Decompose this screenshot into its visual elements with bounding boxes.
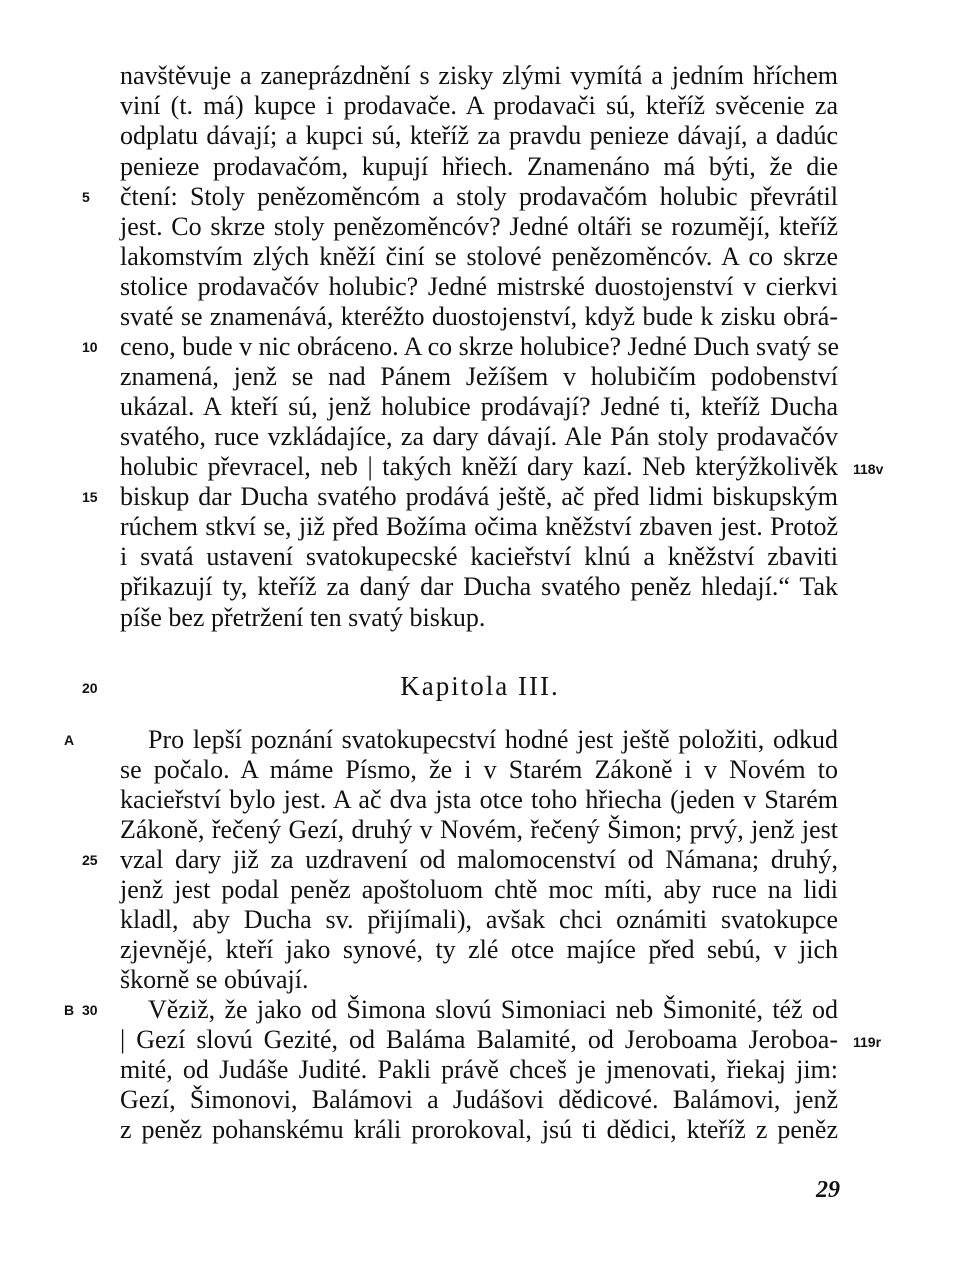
text-line: kladl, aby Ducha sv. přijímali), avšak chci oznámiti svatokupce [120, 905, 838, 934]
folio-marker: 119r [853, 1034, 882, 1050]
text-line: viní (t. má) kupce i prodavače. A prodavači sú, kteříž svěcenie za [120, 91, 838, 120]
text-line: jenž jest podal peněz apoštoluom chtě moc míti, aby ruce na lidi [120, 875, 838, 904]
line-number: 15 [82, 489, 98, 505]
line-number: 5 [82, 189, 90, 205]
text-line: lakomstvím zlých kněží činí se stolové penězoměncóv. A co skrze [120, 242, 838, 271]
text-line: vzal dary již za uzdravení od malomocenství od Námana; druhý, [120, 845, 838, 874]
line-number: 25 [82, 852, 98, 868]
text-line: jest. Co skrze stoly penězoměncóv? Jedné oltáři se rozumějí, kteříž [120, 212, 838, 241]
text-line: čtení: Stoly penězoměncóm a stoly prodavačóm holubic převrátil [120, 182, 838, 211]
text-line: svaté se znamenává, kteréžto duostojenství, když bude k zisku obrá- [120, 302, 838, 331]
text-line: biskup dar Ducha svatého prodává ještě, ač před lidmi biskupským [120, 482, 838, 511]
text-line: | Gezí slovú Gezité, od Baláma Balamité, od Jeroboama Jeroboa- [120, 1025, 838, 1054]
text-line: se počalo. A máme Písmo, že i v Starém Zákoně i v Novém to [120, 755, 838, 784]
text-line: škorně se obúvají. [120, 965, 309, 994]
section-letter: B [64, 1002, 75, 1018]
folio-marker: 118v [853, 461, 884, 477]
text-line: Gezí, Šimonovi, Balámovi a Judášovi dědicové. Balámovi, jenž [120, 1085, 838, 1114]
page-number: 29 [816, 1177, 840, 1203]
text-line: kacieřství bylo jest. A ač dva jsta otce toho hřiecha (jeden v Starém [120, 785, 838, 814]
text-line: penieze prodavačóm, kupují hřiech. Znamenáno má býti, že die [120, 152, 838, 181]
text-line: znamená, jenž se nad Pánem Ježíšem v holubičím podobenství [120, 362, 838, 391]
text-line: navštěvuje a zaneprázdnění s zisky zlými vymítá a jedním hříchem [120, 61, 838, 90]
text-line: zjevnějé, kteří jako synové, ty zlé otce majíce před sebú, v jich [120, 935, 838, 964]
text-line: ukázal. A kteří sú, jenž holubice prodávají? Jedné ti, kteříž Ducha [120, 392, 838, 421]
text-line: Zákoně, řečený Gezí, druhý v Novém, řečený Šimon; prvý, jenž jest [120, 815, 838, 844]
chapter-heading: Kapitola III. [400, 671, 560, 701]
text-line: Pro lepší poznání svatokupecství hodné jest ještě položiti, odkud [148, 725, 838, 754]
text-line: odplatu dávají; a kupci sú, kteříž za pravdu penieze dávají, a dadúc [120, 121, 838, 150]
section-letter: A [64, 732, 75, 748]
line-number: 20 [82, 680, 98, 696]
text-line: stolice prodavačóv holubic? Jedné mistrské duostojenství v cierkvi [120, 272, 838, 301]
text-line: holubic převracel, neb | takých kněží dary kazí. Neb kterýžkolivěk [120, 452, 838, 481]
text-line: rúchem stkví se, již před Božíma očima kněžství zbaven jest. Protož [120, 512, 838, 541]
text-line: mité, od Judáše Judité. Pakli právě chceš je jmenovati, řiekaj jim: [120, 1055, 838, 1084]
text-line: svatého, ruce vzkládajíce, za dary dávají. Ale Pán stoly prodavačóv [120, 422, 838, 451]
text-line: Věziž, že jako od Šimona slovú Simoniaci neb Šimonité, též od [148, 995, 838, 1024]
line-number: 30 [82, 1002, 98, 1018]
text-line: ceno, bude v nic obráceno. A co skrze holubice? Jedné Duch svatý se [120, 332, 840, 361]
text-line: přikazují ty, kteříž za daný dar Ducha svatého peněz hledají.“ Tak [120, 572, 838, 601]
text-line: z peněz pohanskému králi prorokoval, jsú ti dědici, kteříž z peněz [120, 1115, 838, 1144]
text-line: píše bez přetržení ten svatý biskup. [120, 603, 486, 632]
text-line: i svatá ustavení svatokupecské kacieřství klnú a kněžství zbaviti [120, 542, 838, 571]
line-number: 10 [82, 339, 98, 355]
